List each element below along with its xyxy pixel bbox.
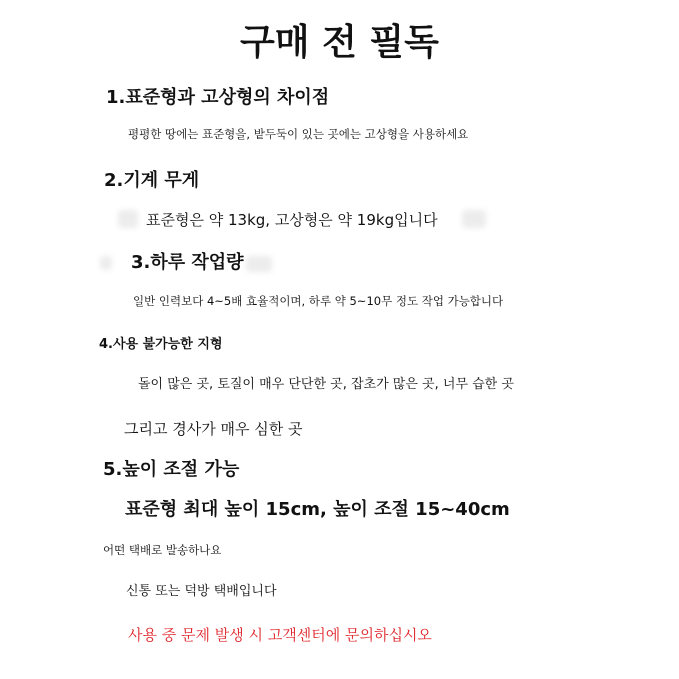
section-3-heading: 3.하루 작업량 xyxy=(131,252,244,273)
section-2-body: 표준형은 약 13kg, 고상형은 약 19kg입니다 xyxy=(146,211,438,229)
section-1-body: 평평한 땅에는 표준형을, 밭두둑이 있는 곳에는 고상형을 사용하세요 xyxy=(128,127,469,141)
section-5-body: 표준형 최대 높이 15cm, 높이 조절 15~40cm xyxy=(125,499,510,520)
smudge xyxy=(462,210,486,228)
section-5-heading: 5.높이 조절 가능 xyxy=(103,459,240,480)
smudge xyxy=(118,210,138,228)
smudge xyxy=(246,256,272,272)
section-3-body: 일반 인력보다 4~5배 효율적이며, 하루 약 5~10무 정도 작업 가능합니다 xyxy=(133,294,504,308)
section-6-body: 신통 또는 덕방 택배입니다 xyxy=(126,584,277,599)
warning-text: 사용 중 문제 발생 시 고객센터에 문의하십시오 xyxy=(128,626,432,644)
section-1-heading: 1.표준형과 고상형의 차이점 xyxy=(106,87,330,108)
smudge xyxy=(100,256,112,270)
section-2-heading: 2.기계 무게 xyxy=(104,170,200,191)
page-title: 구매 전 필독 xyxy=(240,22,439,63)
section-4-body-line-2: 그리고 경사가 매우 심한 곳 xyxy=(124,420,303,438)
section-4-heading: 4.사용 불가능한 지형 xyxy=(99,337,223,352)
section-6-heading: 어떤 택배로 발송하나요 xyxy=(103,543,222,557)
section-4-body-line-1: 돌이 많은 곳, 토질이 매우 단단한 곳, 잡초가 많은 곳, 너무 습한 곳 xyxy=(138,377,514,392)
